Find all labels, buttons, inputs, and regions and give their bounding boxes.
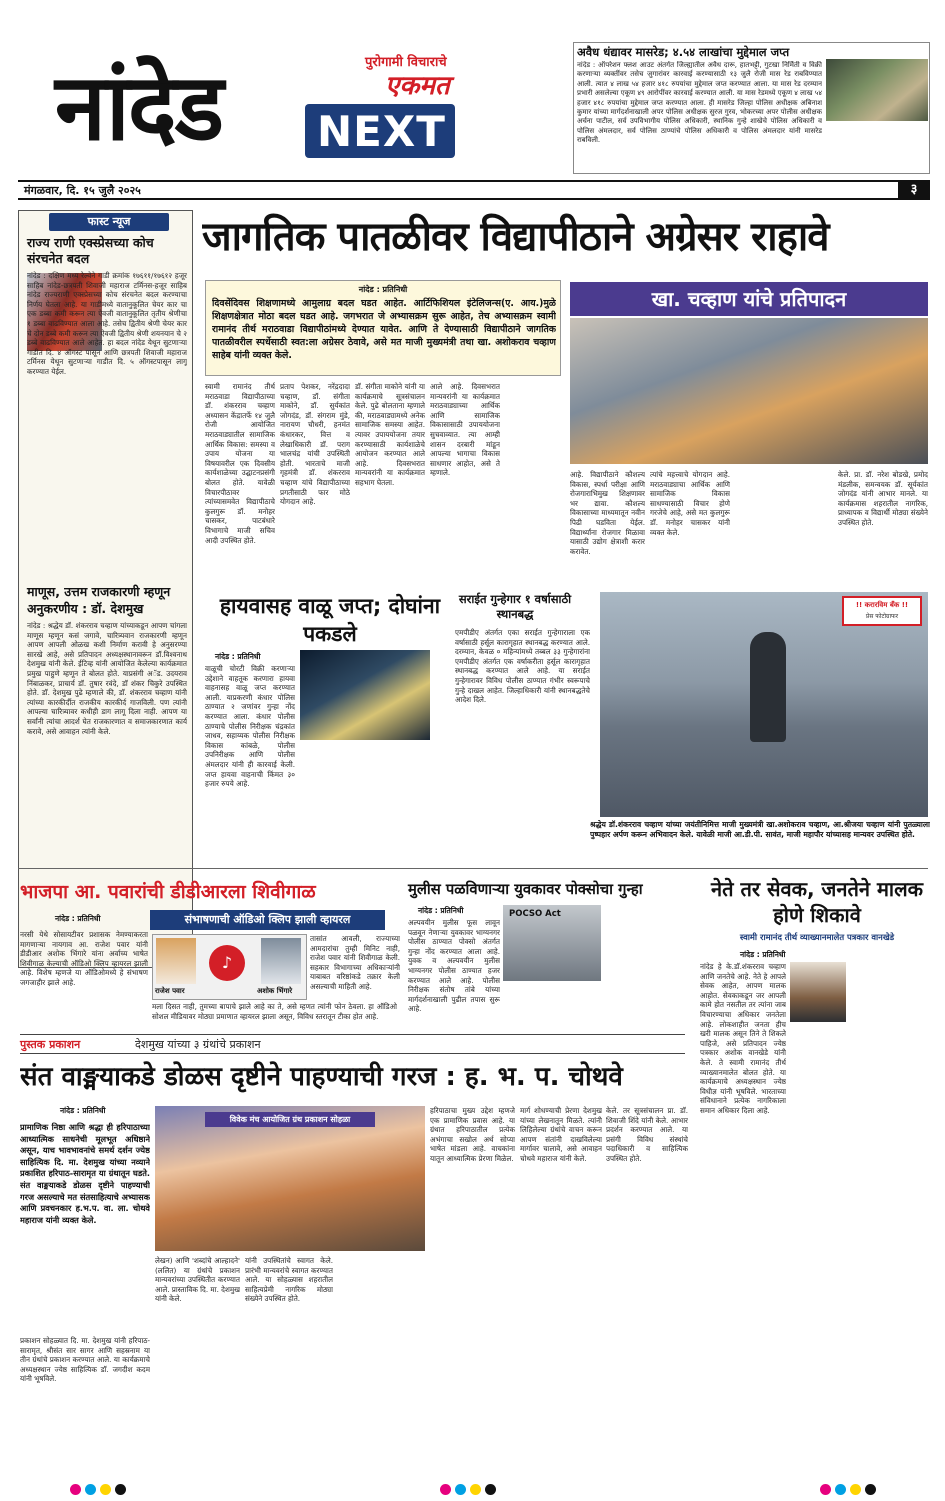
book-col-3: यांनी उपस्थितांचे स्वागत केले. प्रारंभी मान्यवरांचे स्वागत करण्यात आले. या सोहळ्यास शहरातील साहित्यप्रेमी नागरिक मोठ्या संख्येने उपस्थित होते. xyxy=(245,1256,333,1304)
bjp-sub xyxy=(150,910,385,930)
main-col-7: केले. प्रा. डॉ. नरेश बोडखे, प्रमोद मंडलीक, समन्वयक डॉ. सूर्यकांत जोगदंड यांनी आभार मानले. या कार्यक्रमास शहरातील नागरिक, प्राध्यापक व विद्यार्थी मोठ्या संख्येने उपस्थित होते. xyxy=(838,470,928,527)
main-byline: नांदेड : प्रतिनिधी xyxy=(358,285,408,294)
main-col-2: प्रताप पेशकर, नरेंद्रदादा चव्हाण, डॉ. संगीता माकोने, डॉ. सुर्यकांत जोगदंड, डॉ. संगराम मुंडे, नारायण चौधरी, हनमंत कंधारकर, वित्त व लेखाधिकारी डॉ. पराग भालचंद्र यांची उपस्थिती होती. भारताचे माजी गृहमंत्री डॉ. शंकरराव चव्हाण यांचे विद्यापीठाच्या प्रगतीसाठी फार मोठे योगदान आहे. xyxy=(280,382,350,507)
fast-news-1-body: नांदेड : दक्षिण मध्य रेल्वेने गाडी क्रमांक १७६११/१७६१२ हजूर साहिब नांदेड-छत्रपती शिवाजी महाराज टर्मिनस-हजूर साहिब नांदेड राज्यराणी एक्स्प्रेसच्या कोच संरचनेत बदल करण्याचा निर्णय घेतला आहे. या गाडीमध्ये वातानुकूलित चेयर कार चा एक डब्बा कमी करून त्या ऐवजी वातानुकूलित तृतीय श्रेणीचा १ डब्बा वाढविण्यात आला आहे. तसेच द्वितीय श्रेणी चेयर कार चे दोन डब्बे कमी करून त्या ऐवजी द्वितीय श्रेणी शयनयान चे २ डब्बे वाढविण्यात आले आहेत. हा बदल नांदेड येथून सुटणाऱ्या गाडीत दि. ४ ऑगस्ट पासून आणि छत्रपती शिवाजी महाराज टर्मिनस येथून सुटणाऱ्या गाडीत दि. ५ ऑगस्टपासून लागू करण्यात येईल. xyxy=(27,271,187,376)
book-photo xyxy=(155,1106,425,1251)
main-col-6: त्यांचे महत्त्वाचे योगदान आहे. मराठवाड्याचा आर्थिक आणि सामाजिक विकास साधण्यासाठी विचार होणे गरजेचे आहे, असे मत कुलगुरू डॉ. मनोहर चासकर यांनी व्यक्त केले. xyxy=(650,470,730,537)
bjp-col-3: मला दिसत नाही, तुमच्या बापाचे झाले आहे का ते, असे म्हणत त्यांनी फोन ठेवला. हा ऑडिओ सोशल मीडियावर मोठ्या प्रमाणात व्हायरल झाला असून, विविध स्तरातून टीका होत आहे. xyxy=(152,1002,397,1021)
top-story xyxy=(573,42,930,174)
pocso-body: अल्पवयीन मुलीस फूस लावून पळवून नेणाऱ्या युवकावर भाग्यनगर पोलीस ठाण्यात पोक्सो अंतर्गत गुन्हा नोंद करण्यात आला आहे. युवक व अल्पवयीन मुलीस भाग्यनगर पोलीस ठाण्यात हजर करण्यात आले आहे. पोलीस निरीक्षक संतोष तांबे यांच्या मार्गदर्शनाखाली पुढील तपास सुरू आहे. xyxy=(408,918,500,1014)
main-banner-text: खा. चव्हाण यांचे प्रतिपादन xyxy=(651,287,847,311)
book-byline: नांदेड : प्रतिनिधी xyxy=(60,1106,106,1115)
statue-shape xyxy=(750,632,786,742)
bjp-label-1: राजेश पवार xyxy=(155,987,185,995)
book-headline: संत वाङ्मयाकडे डोळस दृष्टीने पाहण्याची गरज : ह. भ. प. चोथवे xyxy=(20,1062,623,1092)
sevak-body-2 xyxy=(850,962,930,1427)
masthead-date-bar xyxy=(18,180,898,200)
fast-news-2-body: नांदेड : श्रद्धेय डॉ. शंकरराव चव्हाण यांच्याकडून आपण चांगला माणूस म्हणून कसं जगावे, चारित्र्यवान राजकारणी म्हणून आपण आपली ओळख कशी निर्माण करावी हे अनुसरण्या सारखे आहे, असे प्रतिपादन अध्यक्षस्थानावरून डॉ.विश्वनाथ देशमुख यांनी केले. ईटिव्ह यांनी आयोजित केलेल्या कार्यक्रमात प्रमुख पाहुणे म्हणून ते बोलत होते. याप्रसंगी अॅड. उदयराव निंबाळकर, प्राचार्य डॉ. तुषार रवंदे, डॉ शंकर चिकुरे उपस्थित होते. डॉ. देशमुख पुढे म्हणाले की, डॉ. शंकरराव चव्हाण यांनी त्यांच्या कारकीर्दीत राजकीय कारकीर्द गाजविली. पण त्यांनी आपल्या चारित्र्यावर कधीही डाग लागू दिला नाही. आपण या सर्वांनी त्यांचा आदर्श घेत राजकारणात व समाजकारणात कार्य करावे, असे आवाहन त्यांनी केले. xyxy=(27,621,187,736)
book-col-1: प्रकाशन सोहळ्यात दि. मा. देशमुख यांनी हरिपाठ-सारामृत, श्रीसंत सार सागर आणि सहस्रनाम या तीन ग्रंथांचे प्रकाशन करण्यात आले. या कार्यक्रमाचे अध्यक्षस्थान ज्येष्ठ साहित्यिक डॉ. जगदीश कदम यांनी भूषविले. xyxy=(20,1336,150,1384)
book-tag-row xyxy=(20,1034,685,1054)
recidivist-body: एमपीडीए अंतर्गत एका सराईत गुन्हेगाराला एक वर्षासाठी हर्सूल कारागृहात स्थानबद्ध करण्यात आले. दरम्यान, केवळ ० महिन्यांमध्ये तब्बल ३३ गुन्हेगारांना एमपीडीए अंतर्गत एक वर्षाकरीता हर्सूल कारागृहात स्थानबद्ध करण्यात आले आहे. या सराईत गुन्हेगारावर विविध पोलीस ठाण्यात गंभीर स्वरूपाचे गुन्हे दाखल आहेत. जिल्हाधिकारी यांनी स्थानबद्धतेचे आदेश दिले. xyxy=(455,628,590,705)
fast-news-sidebar xyxy=(18,210,193,968)
bjp-headline: भाजपा आ. पवारांची डीडीआरला शिवीगाळ xyxy=(20,881,316,903)
photo-tag xyxy=(842,596,922,626)
pocso-headline: मुलीस पळविणाऱ्या युवकावर पोक्सोचा गुन्हा xyxy=(408,881,643,898)
book-lead: प्रामाणिक निष्ठा आणि श्रद्धा ही हरिपाठाच्या आध्यात्मिक साधनेची मूलभूत अधिष्ठाने असून, याच भावभावनांचे समर्थ दर्शन ज्येष्ठ साहित्यिक दि. मा. देशमुख यांच्या नव्याने प्रकाशित हरिपाठ-सारामृत या ग्रंथातून घडते. संत वाङ्मयाकडे डोळस दृष्टीने पाहण्याची गरज असल्याचे मत संतसाहित्याचे अभ्यासक आणि प्रवचनकार ह.भ.प. वा. ला. चोथवे महाराज यांनी व्यक्त केले. xyxy=(20,1122,150,1225)
fast-news-label-box xyxy=(49,213,169,231)
main-col-5: आहे. विद्यापीठाने कौशल्य विकास, स्पर्धा परीक्षा आणि रोजगाराभिमुख शिक्षणावर भर द्यावा. कौशल्य विकासाच्या माध्यमातून नवीन पिढी घडविता येईल. विद्यार्थ्यांना रोजगार मिळावा यासाठी उद्योग क्षेत्राशी करार करावेत. xyxy=(570,470,645,556)
sevak-sub: स्वामी रामानंद तीर्थ व्याख्यानमालेत पत्रकार वानखेडे xyxy=(739,932,895,942)
book-col-2: लेखन) आणि 'शब्दांचे आल्हादने' (ललित) या ग्रंथांचे प्रकाशन मान्यवरांच्या उपस्थितीत करण्यात आले. प्रास्ताविक दि. मा. देशमुख यांनी केले. xyxy=(155,1256,240,1304)
main-col-1: स्वामी रामानंद तीर्थ मराठवाडा विद्यापीठाच्या डॉ. शंकरराव चव्हाण अध्यासन केंद्रातर्फे १४ जुलै रोजी आयोजित मराठवाड्यातील सामाजिक आर्थिक विकास: समस्या व उपाय योजना या विषयावरील एक दिवसीय कार्यशाळेच्या उद्घाटनप्रसंगी बोलत होते. यावेळी विचारपीठावर त्यांच्यासमवेत विद्यापीठाचे कुलगुरू डॉ. मनोहर चासकर, पाटबंधारे विभागाचे माजी सचिव आदी उपस्थित होते. xyxy=(205,382,275,545)
bjp-col-1: नरसी येथे सोसायटीवर प्रशासक नेमण्याकरता मागणाऱ्या नायगाव आ. राजेश पवार यांनी डीडीआर अशोक भिंगारे यांना अर्वाच्य भाषेत शिवीगाळ केल्याची ऑडिओ क्लिप व्हायरल झाली आहे. विशेष म्हणजे या ऑडिओमध्ये हे संभाषण जगजाहीर झाले आहे. xyxy=(20,930,148,987)
masthead-brand xyxy=(305,104,455,158)
book-col-4: हरिपाठाचा मुख्य उद्देश म्हणजे एक प्रामाणिक प्रवास आहे. या ग्रंथात हरिपाठातील प्रत्येक अभंगाचा सखोल अर्थ सोप्या भाषेत मांडला आहे. वाचकांना यातून आध्यात्मिक प्रेरणा मिळेल. xyxy=(430,1106,515,1163)
sand-photo xyxy=(300,650,430,740)
masthead-tagline: पुरोगामी विचाराचे xyxy=(365,55,447,70)
main-lead: दिवसेंदिवस शिक्षणामध्ये आमुलाग्र बदल घडत आहेत. आर्टिफिशियल इंटेलिजन्स(ए. आय.)मुळे शिक्षणक्षेत्रात मोठा बदल घडत आहे. जगभरात जे अभ्यासक्रम सुरू आहेत, तेच अभ्यासक्रम स्वामी रामानंद तीर्थ मराठवाडा विद्यापीठांमध्ये देण्यात यावेत. आणि ते देण्यासाठी विद्यापीठाने जागतिक पातळीवरील स्पर्धेसाठी स्वत:ला अग्रेसर ठेवावे, असे मत माजी मुख्यमंत्री तथा खा. अशोकराव चव्हाण साहेब यांनी व्यक्त केले. xyxy=(212,298,556,361)
sevak-photo xyxy=(790,962,846,1022)
photo-tag-title: !! करारविम बँक !! xyxy=(855,601,909,609)
main-col-3: डॉ. संगीता माकोने यांनी या कार्यक्रमाचे सूत्रसंचालन केले. पुढे बोलताना म्हणाले की, मराठवाड्यामध्ये अनेक सामाजिक समस्या आहेत. त्यावर उपाययोजना तयार करण्यासाठी कार्यशाळेचे आयोजन करण्यात आले आहे. दिवसभरात मान्यवरांनी या कार्यक्रमात सहभाग घेतला. xyxy=(355,382,425,487)
photo-tag-sub: प्रेस फोटोग्राफर xyxy=(865,613,899,620)
book-col-5: मार्ग शोधण्याची प्रेरणा देशमुख यांच्या लेखनातून मिळते. त्यांनी लिहिलेल्या ग्रंथांचे वाचन करून आपण संतांनी दाखविलेल्या मार्गावर चालावे, असे आवाहन चोथवे महाराज यांनी केले. xyxy=(520,1106,602,1163)
main-lead-box xyxy=(205,280,561,376)
top-story-photo xyxy=(826,59,928,121)
bjp-label-2: अशोक भिंगारे xyxy=(257,987,293,995)
main-col-4: आले आहे. दिवसभरात मान्यवरांनी या कार्यक्रमात मराठवाड्याच्या आर्थिक आणि सामाजिक विकासासाठी उपाययोजना सुचवाव्यात. त्या आम्ही शासन दरबारी मांडून आपल्या भागाचा विकास साधणार आहोत, असे ते म्हणाले. xyxy=(430,382,500,478)
fast-news-label: फास्ट न्यूज xyxy=(87,215,131,228)
bjp-photo-2 xyxy=(261,938,301,984)
memorial-caption: श्रद्धेय डॉ.शंकरराव चव्हाण यांच्या जयंतीनिमित्त माजी मुख्यमंत्री खा.अशोकराव चव्हाण, आ.श्रीजया चव्हाण यांनी पुतळ्याला पुष्पहार अर्पण करून अभिवादन केले. यावेळी माजी आ.डी.पी. सावंत, माजी महापौर यांच्यासह मान्यवर उपस्थित होते. xyxy=(590,820,930,840)
sevak-byline: नांदेड : प्रतिनिधी xyxy=(740,950,786,959)
masthead-paper: एकमत xyxy=(385,71,450,101)
memorial-photo xyxy=(600,592,928,817)
sand-body: वाळूची चोरटी विक्री करणाऱ्या उद्देशाने वाहतूक करणारा हायवा वाहनासह वाळू जप्त करण्यात आली. याप्रकरणी कंधार पोलिस ठाण्यात २ जणांवर गुन्हा नोंद करण्यात आला. कंधार पोलीस ठाण्याचे पोलीस निरीक्षक चंद्रकांत जाधव, सहाय्यक पोलीस निरीक्षक विकास कांबळे, पोलीस उपनिरीक्षक आणि पोलीस अंमलदार यांनी ही कारवाई केली. जप्त हायवा वाहनाची किंमत ३० हजार रुपये आहे. xyxy=(205,664,295,789)
sevak-body: नांदेड हे के.डॉ.शंकरराव चव्हाण आणि जनतेचे आहे. नेते हे आपले सेवक आहेत, आपण मालक आहोत. सेवकाकडून जर आपली कामे होत नसतील तर त्यांना जाब विचारण्याचा अधिकार जनतेला आहे. लोकशाहीत जनता हीच खरी मालक असून तिने ते शिकले पाहिजे, असे प्रतिपादन ज्येष्ठ पत्रकार अशोक वानखेडे यांनी केले. ते स्वामी रामानंद तीर्थ व्याख्यानमालेत बोलत होते. या कार्यक्रमाचे अध्यक्षस्थान ज्येष्ठ विधीज्ञ यांनी भूषविले. भारताच्या संविधानाने प्रत्येक नागरिकाला समान अधिकार दिला आहे. xyxy=(700,962,786,1115)
book-col-3b xyxy=(338,1256,426,1466)
main-headline: जागतिक पातळीवर विद्यापीठाने अग्रेसर राहावे xyxy=(202,214,829,260)
recidivist-headline: सराईत गुन्हेगार १ वर्षासाठी स्थानबद्ध xyxy=(458,592,572,621)
sand-byline: नांदेड : प्रतिनिधी xyxy=(215,652,261,661)
masthead-city: नांदेड xyxy=(55,54,222,161)
book-banner: विवेक मंच आयोजित ग्रंथ प्रकाशन सोहळा xyxy=(205,1112,375,1127)
bjp-col-2: तासांत आवली, राज्याच्या आमदारांचा तुम्ही मिनिट नाही, राजेश पवार यांनी शिवीगाळ केली. सहकार विभागाच्या अधिकाऱ्यांनी याबाबत वरिष्ठांकडे तक्रार केली असल्याची माहिती आहे. xyxy=(310,934,400,991)
pocso-body-2 xyxy=(604,905,694,1031)
section-divider-1 xyxy=(18,868,928,869)
fast-news-1-headline: राज्य राणी एक्स्प्रेसच्या कोच संरचनेत बदल xyxy=(27,235,154,266)
registration-marks-right xyxy=(820,1480,880,1499)
main-col-8 xyxy=(740,470,830,590)
book-tag: पुस्तक प्रकाशन xyxy=(20,1038,81,1051)
masthead-date: मंगळवार, दि. १५ जुलै २०२५ xyxy=(24,184,141,197)
top-story-body: नांदेड : ऑपरेशन फ्लश आउट अंतर्गत जिल्ह्यातील अवैध दारू, हातभट्टी, गुटखा निर्मिती व विक्री करणाऱ्या व्यक्तींवर तसेच जुगारांवर कारवाई करण्यासाठी १३ जुलै रोजी मास रेड राबविण्यात आली. त्यात ४ लाख ५४ हजार ४१८ रुपयांचा मुद्देमाल जप्त करण्यात आला. या मास रेड दरम्यान प्रभारी असलेल्या एकूण ४९ आरोपींवर कारवाई करण्यात आली. या मास रेडमध्ये एकूण ४ लाख ५४ हजार ४१८ रुपयांचा मुद्देमाल जप्त करण्यात आला. ही मासरेड जिल्हा पोलिस अधीक्षक अबिनाश कुमार यांच्या मार्गदर्शनाखाली अपर पोलिस अधीक्षक सुरज गुरव, भोकरच्या अपर पोलीस अधीक्षक अर्चना पाटील, सर्व उपविभागीय पोलिस अधिकारी, स्थानिक गुन्हे शाखेचे पोलिस अधिकारी व पोलिस अंमलदार, सर्व पोलिस ठाण्यांचे पोलिस अधिकारी व पोलिस अंमलदार यांनी मासरेड राबविली. xyxy=(577,61,822,145)
pocso-byline: नांदेड : प्रतिनिधी xyxy=(418,906,464,915)
bjp-photo-box xyxy=(152,934,307,1000)
audio-icon: ♪ xyxy=(209,945,245,981)
sand-headline: हायवासह वाळू जप्त; दोघांना पकडले xyxy=(219,594,441,646)
book-tagline: देशमुख यांच्या ३ ग्रंथांचे प्रकाशन xyxy=(135,1038,261,1051)
bjp-byline: नांदेड : प्रतिनिधी xyxy=(55,914,101,923)
registration-marks-left xyxy=(70,1480,130,1499)
registration-marks-center xyxy=(440,1480,500,1499)
main-event-photo xyxy=(570,318,928,464)
sevak-headline: नेते तर सेवक, जनतेने मालक होणे शिकावे xyxy=(710,877,924,927)
masthead-brand-text: NEXT xyxy=(317,107,446,156)
pocso-image xyxy=(503,905,601,981)
pocso-image-label: POCSO Act xyxy=(509,909,561,919)
top-story-headline: अवैध धंद्यावर मासरेड; ४.५४ लाखांचा मुद्देमाल जप्त xyxy=(577,45,790,59)
book-col-6: केले. तर सूत्रसंचालन प्रा. डॉ. शिवाजी शिंदे यांनी केले. आभार प्रदर्शन करण्यात आले. या प्रसंगी विविध संस्थांचे पदाधिकारी व साहित्यिक उपस्थित होते. xyxy=(606,1106,688,1163)
bjp-sub-text: संभाषणाची ऑडिओ क्लिप झाली व्हायरल xyxy=(184,913,351,926)
page-number: ३ xyxy=(910,182,918,197)
bjp-photo-1 xyxy=(156,938,196,984)
fast-news-2-headline: माणूस, उत्तम राजकारणी म्हणून अनुकरणीय : डॉ. देशमुख xyxy=(27,584,171,616)
main-banner xyxy=(570,282,928,316)
page-number-box xyxy=(898,180,930,200)
